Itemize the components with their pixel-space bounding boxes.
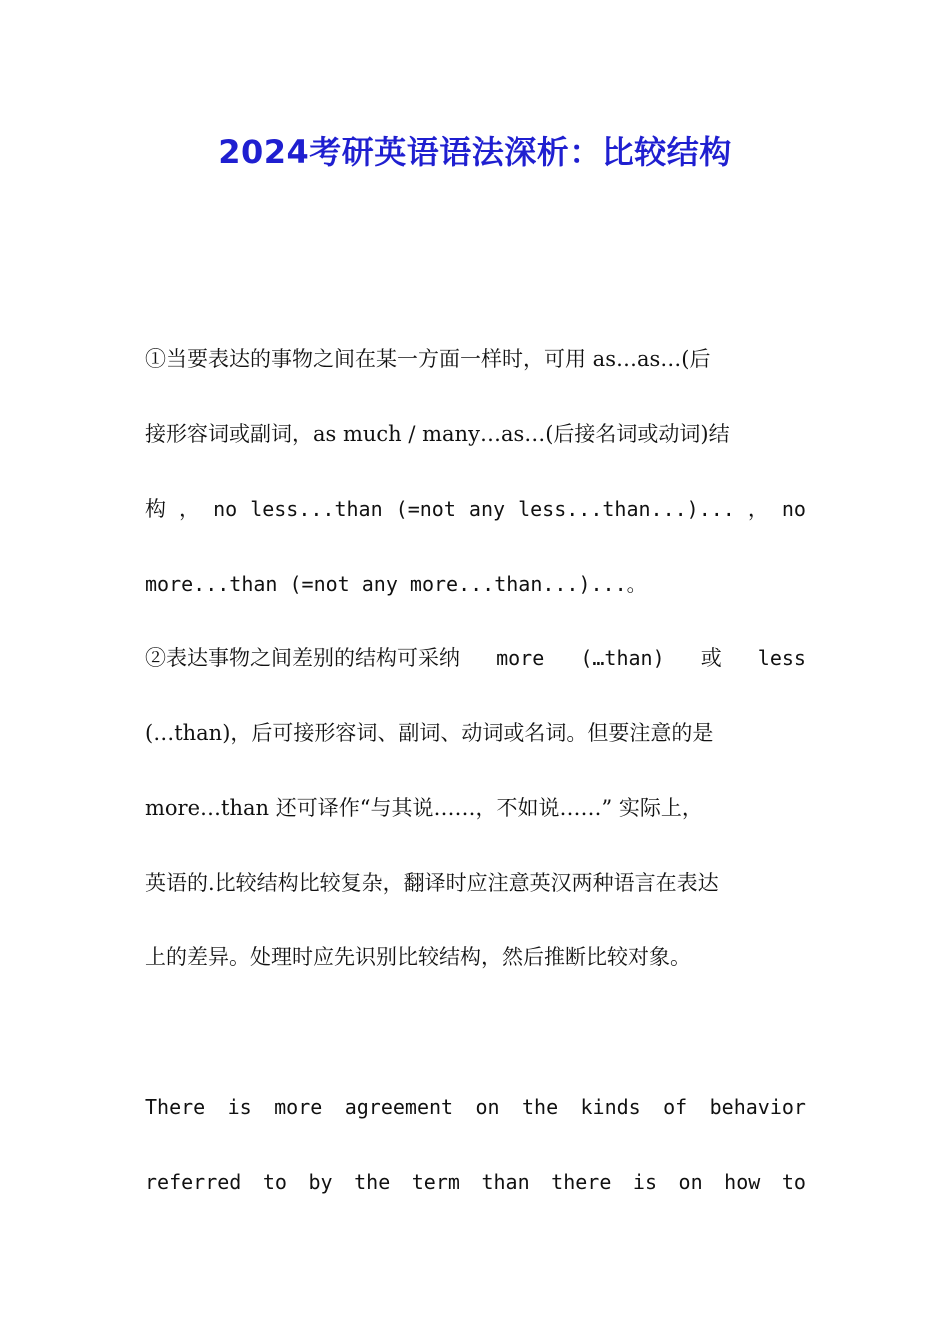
paragraph-2-line-4: 英语的.比较结构比较复杂，翻译时应注意英汉两种语言在表达 <box>145 871 719 895</box>
paragraph-2-line-3: more…than 还可译作“与其说……，不如说……” 实际上， <box>145 796 703 820</box>
example-line-2 <box>145 1167 806 1197</box>
word: to <box>781 1170 806 1194</box>
word: less <box>757 646 806 670</box>
word: to <box>262 1170 287 1194</box>
word: 构 <box>145 497 166 521</box>
word: referred <box>145 1170 242 1194</box>
word: more <box>274 1095 323 1119</box>
word: the <box>521 1095 559 1119</box>
word: (=not <box>395 497 456 521</box>
word: is <box>227 1095 252 1119</box>
word: term <box>411 1170 460 1194</box>
word: (…than) <box>580 646 665 670</box>
paragraph-1-line-1: ①当要表达的事物之间在某一方面一样时，可用 as…as…(后 <box>145 347 711 371</box>
word: ②表达事物之间差别的结构可采纳 <box>145 646 460 670</box>
word: 或 <box>700 646 722 670</box>
word: no <box>213 497 238 521</box>
paragraph-1-line-2: 接形容词或副词，as much / many…as…(后接名词或动词)结 <box>145 422 730 446</box>
word: less...than <box>250 497 383 521</box>
word: is <box>632 1170 658 1194</box>
word: ， <box>179 497 201 521</box>
word: on <box>475 1095 500 1119</box>
word: how <box>724 1170 761 1194</box>
word: than <box>481 1170 530 1194</box>
paragraph-2-line-5: 上的差异。处理时应先识别比较结构，然后推断比较对象。 <box>145 945 691 969</box>
paragraph-2-line-1 <box>145 643 806 673</box>
word: kinds <box>580 1095 641 1119</box>
word: behavior <box>709 1095 806 1119</box>
word: agreement <box>344 1095 454 1119</box>
word: by <box>308 1170 333 1194</box>
word: there <box>551 1170 612 1194</box>
paragraph-2-line-2: (…than)，后可接形容词、副词、动词或名词。但要注意的是 <box>145 721 714 745</box>
word: less...than...)... <box>518 497 735 521</box>
example-line-1 <box>145 1092 806 1122</box>
document-title: 2024考研英语语法深析：比较结构 <box>218 133 732 171</box>
word: There <box>145 1095 206 1119</box>
paragraph-1-line-3 <box>145 494 806 524</box>
word: any <box>468 497 506 521</box>
word: on <box>678 1170 703 1194</box>
word: no <box>781 497 806 521</box>
word: ， <box>747 497 769 521</box>
word: of <box>663 1095 688 1119</box>
word: more <box>496 646 545 670</box>
paragraph-1-line-4: more...than (=not any more...than...)...。 <box>145 572 647 596</box>
word: the <box>354 1170 391 1194</box>
